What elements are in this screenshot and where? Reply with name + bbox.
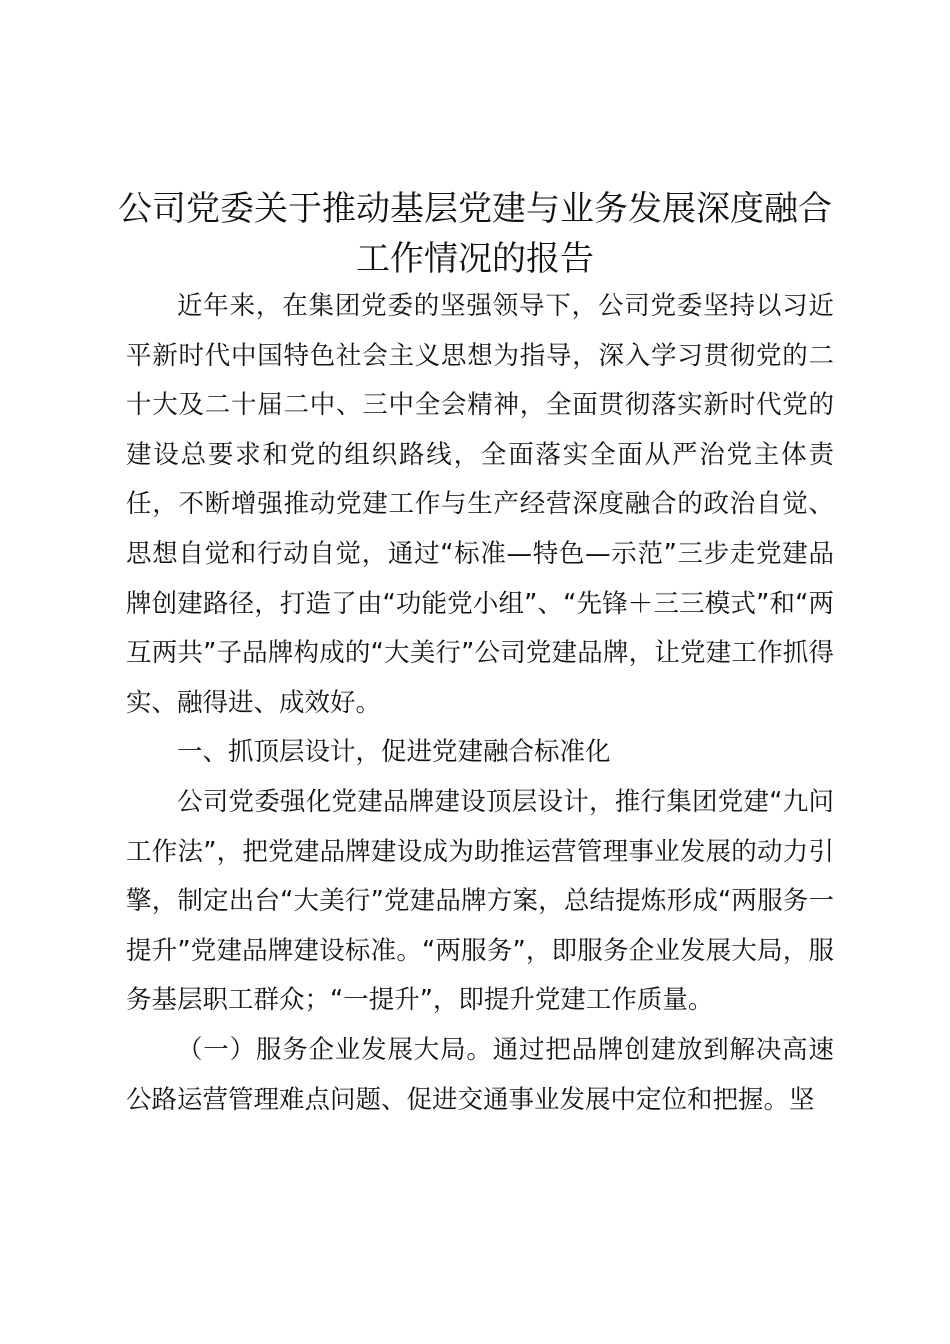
intro-paragraph: 近年来，在集团党委的坚强领导下，公司党委坚持以习近平新时代中国特色社会主义思想为指导，深入学习贯彻党的二十大及二十届二中、三中全会精神，全面贯彻落实新时代党的建设总要求和党的组织路线，全面落实全面从严治党主体责任，不断增强推动党建工作与生产经营深度融合的政治自觉、思想自觉和行动自觉，通过“标准—特色—示范”三步走党建品牌创建路径，打造了由“功能党小组”、“先锋＋三三模式”和“两互两共”子品牌构成的“大美行”公司党建品牌，让党建工作抓得实、融得进、成效好。: [126, 291, 834, 718]
document-body: [126, 282, 834, 1125]
document-title: 公司党委关于推动基层党建与业务发展深度融合工作情况的报告: [118, 189, 832, 279]
section-heading-1: 一、抓顶层设计，促进党建融合标准化: [177, 737, 611, 768]
subsection-1-paragraph: （一）服务企业发展大局。通过把品牌创建放到解决高速公路运营管理难点问题、促进交通事业发展中定位和把握。坚: [126, 1034, 834, 1115]
section-1-paragraph: 公司党委强化党建品牌建设顶层设计，推行集团党建“九问工作法”，把党建品牌建设成为助推运营管理事业发展的动力引擎，制定出台“大美行”党建品牌方案，总结提炼形成“两服务一提升”党建品牌建设标准。“两服务”，即服务企业发展大局，服务基层职工群众；“一提升”，即提升党建工作质量。: [126, 786, 834, 1016]
